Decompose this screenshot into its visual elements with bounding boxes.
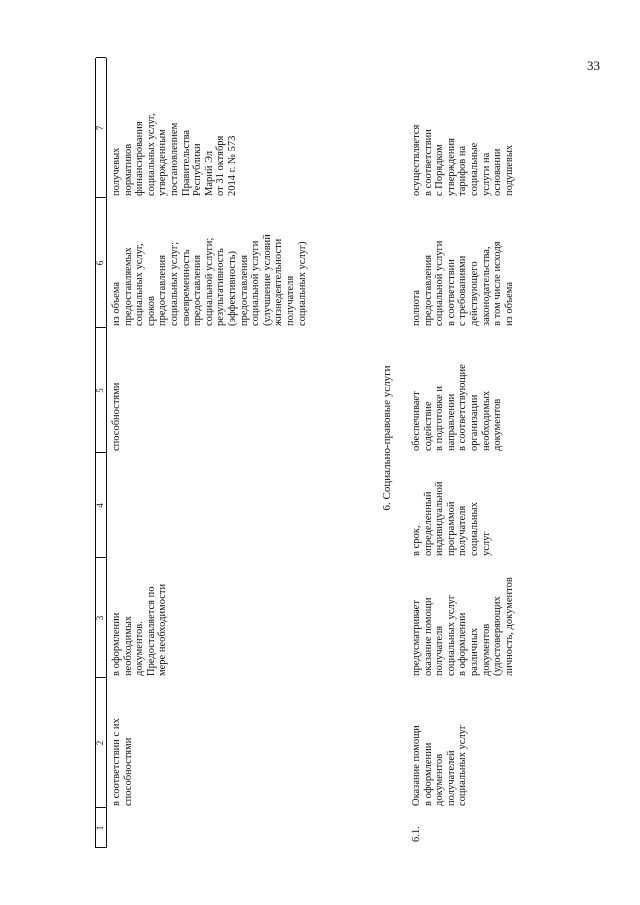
top-row-col2: в соответствии с их способностями	[111, 718, 134, 806]
column-number-5: 5	[95, 388, 105, 393]
row-61-col5: обеспечивает содействие в подготовке и направлении в соответствующие организации необходимых документов	[411, 364, 504, 451]
column-number-1: 1	[95, 825, 105, 831]
page-number: 33	[587, 58, 600, 73]
column-number-header	[95, 58, 107, 848]
row-61-col6: полнота предоставления социальной услуги в соответствии с требованиями действующего законодательства, в том числе исходя из объема	[411, 240, 515, 326]
row-61-col4: в срок, определенный индивидуальной программой получателя социальных услуг	[411, 481, 492, 556]
row-code: 6.1.	[411, 826, 422, 842]
top-row-col5: способностями	[111, 382, 122, 451]
top-row-col3: в оформлении необходимых документов. Предоставляется по мере необходимости	[111, 583, 169, 676]
column-number-2: 2	[95, 740, 105, 746]
top-row-col6: из объема предоставляемых социальных услуг, сроков предоставления социальных услуг; своевременность предоставления социальной услуги; результативность (эффективность) предоставления социальной услуги (улучшение условий жизнедеятельности получателя социальных услуг)	[111, 234, 308, 326]
column-number-7: 7	[95, 125, 105, 131]
column-number-3: 3	[95, 615, 105, 621]
column-number-4: 4	[95, 503, 105, 508]
section-title: 6. Социально-правовые услуги	[381, 365, 393, 511]
row-61-col7: осуществляется в соответствии с Порядком утверждения тарифов на социальные услуги на основании подушевых	[411, 124, 515, 196]
column-number-6: 6	[95, 260, 105, 266]
rotated-table	[95, 58, 535, 848]
row-61-col3: предусматривает оказание помощи получателя социальных услуг в оформлении различных документов (удостоверяющих личность, документов	[411, 577, 515, 676]
top-row-col7: получевых нормативов финансирования социальных услуг, утвержденным постановлением Правительства Республики Марий Эл от 31 октября 2014 г. № 573	[111, 113, 238, 196]
row-61-col2: Оказание помощи в оформлении документов получателей социальных услуг	[411, 724, 469, 806]
